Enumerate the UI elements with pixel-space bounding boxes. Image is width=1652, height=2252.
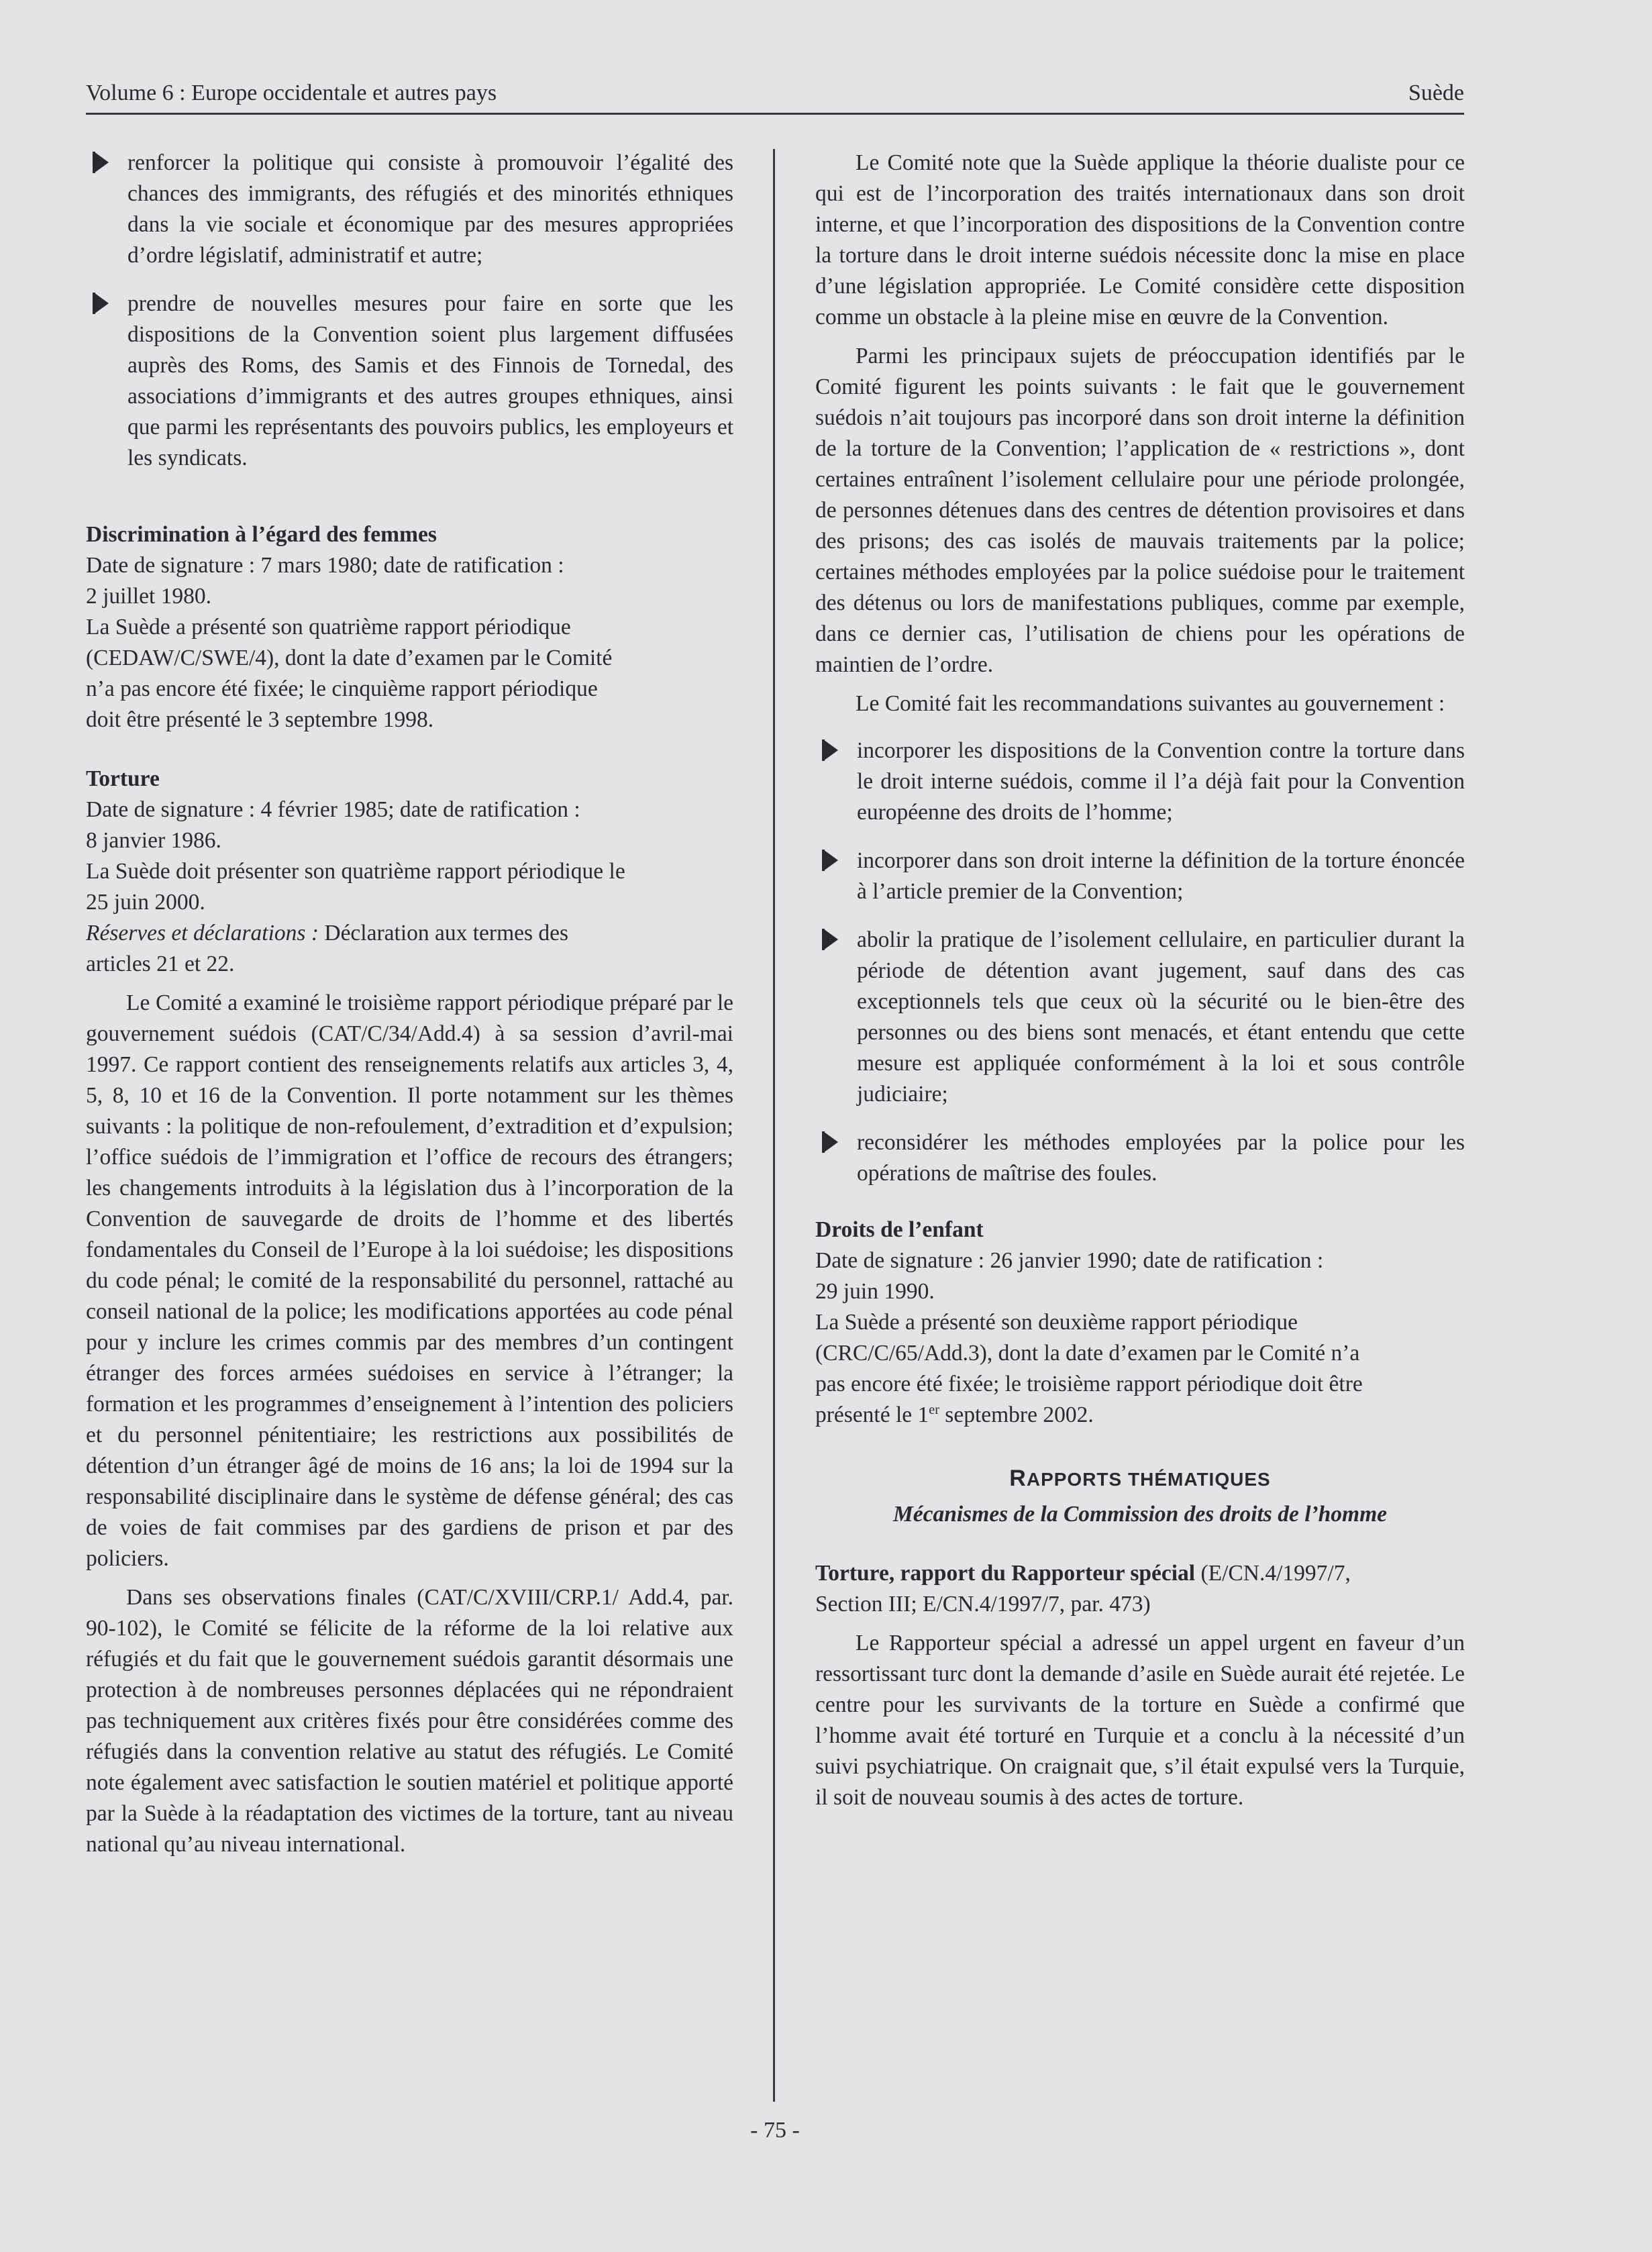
info-line: (CEDAW/C/SWE/4), dont la date d’examen par le Comité — [86, 646, 613, 670]
info-line: doit être présenté le 3 septembre 1998. — [86, 707, 434, 732]
body-paragraph: Le Rapporteur spécial a adressé un appel urgent en faveur d’un ressortissant turc dont la demande d’asile en Suède aurait été rejetée. Le centre pour les survivants de la torture en Suède a confirmé que l’homme avait été torturé en Turquie et a conclu à la nécessité d’un suivi psychiatrique. On craignait que, s’il était expulsé vers la Turquie, il soit de nouveau soumis à des actes de torture. — [815, 1631, 1465, 1810]
bullet-item — [815, 925, 1465, 1110]
running-header — [86, 72, 1464, 115]
reserves-text: Déclaration aux termes des — [319, 921, 569, 945]
bullet-item — [86, 289, 733, 474]
info-line-last: présenté le 1er septembre 2002. — [815, 1402, 1094, 1427]
bullet-arrow-icon — [94, 293, 109, 314]
page-number: - 75 - — [750, 2118, 800, 2143]
bullet-text: prendre de nouvelles mesures pour faire en sorte que les dispositions de la Convention soient plus largement diffusées auprès des Roms, des Samis et des Finnois de Tornedal, des associations d’immigrants et des autres groupes ethniques, ainsi que parmi les représentants des pouvoirs publics, les employeurs et les syndicats. — [127, 291, 733, 470]
torture-info — [86, 795, 733, 980]
bullet-arrow-icon — [94, 152, 109, 173]
info-line: La Suède doit présenter son quatrième rapport périodique le — [86, 859, 625, 884]
info-line: (CRC/C/65/Add.3), dont la date d’examen par le Comité n’a — [815, 1341, 1360, 1366]
info-line: Date de signature : 26 janvier 1990; date de ratification : — [815, 1248, 1324, 1273]
bullet-arrow-icon — [823, 929, 838, 950]
info-line: La Suède a présenté son quatrième rapport périodique — [86, 615, 571, 639]
women-info — [86, 550, 733, 735]
info-line: n’a pas encore été fixée; le cinquième rapport périodique — [86, 676, 598, 701]
info-line: Date de signature : 4 février 1985; date de ratification : — [86, 797, 580, 822]
bullet-text: renforcer la politique qui consiste à promouvoir l’égalité des chances des immigrants, des réfugiés et des minorités ethniques dans la vie sociale et économique par des mesures appropriées d’ordre législatif, administratif et autre; — [127, 150, 733, 268]
section-reference: Section III; E/CN.4/1997/7, par. 473) — [815, 1592, 1151, 1617]
info-line: La Suède a présenté son deuxième rapport périodique — [815, 1310, 1298, 1335]
header-country: Suède — [1408, 81, 1464, 105]
body-paragraph: Le Comité fait les recommandations suivantes au gouvernement : — [856, 691, 1445, 716]
section-heading-rapporteur: Torture, rapport du Rapporteur spécial (E/CN.4/1997/7, — [815, 1561, 1351, 1586]
bullet-text: reconsidérer les méthodes employées par la police pour les opérations de maîtrise des foules. — [857, 1130, 1465, 1186]
bullet-item — [815, 846, 1465, 907]
info-line: articles 21 et 22. — [86, 952, 235, 976]
body-paragraph: Dans ses observations finales (CAT/C/XVIII/CRP.1/ Add.4, par. 90-102), le Comité se félicite de la réforme de la loi relative aux réfugiés et du fait que le gouvernement suédois garantit désormais une protection à de nombreuses personnes déplacées qui ne répondraient pas techniquement aux critères fixés pour être considérées comme des réfugiés dans la convention relative au statut des réfugiés. Le Comité note également avec satisfaction le soutien matériel et politique apporté par la Suède à la réadaptation des victimes de la torture, tant au niveau national qu’au niveau international. — [86, 1585, 733, 1857]
body-paragraph: Le Comité note que la Suède applique la théorie dualiste pour ce qui est de l’incorporation des traités internationaux dans son droit interne, et que l’incorporation des dispositions de la Convention contre la torture dans le droit interne suédois nécessite donc la mise en place d’une législation appropriée. Le Comité considère cette disposition comme un obstacle à la pleine mise en œuvre de la Convention. — [815, 150, 1465, 329]
reserves-label: Réserves et déclarations : — [86, 921, 319, 945]
info-line: 29 juin 1990. — [815, 1279, 935, 1304]
info-line: pas encore été fixée; le troisième rapport périodique doit être — [815, 1372, 1363, 1396]
thematic-subtitle: Mécanismes de la Commission des droits de l’homme — [892, 1502, 1388, 1527]
bullet-text: incorporer les dispositions de la Convention contre la torture dans le droit interne suédois, comme il l’a déjà fait pour la Convention européenne des droits de l’homme; — [857, 738, 1465, 825]
bullet-arrow-icon — [823, 1131, 838, 1153]
child-info — [815, 1245, 1465, 1431]
section-heading-women: Discrimination à l’égard des femmes — [86, 522, 437, 547]
bullet-item — [815, 735, 1465, 828]
info-line: Date de signature : 7 mars 1980; date de ratification : — [86, 553, 564, 578]
info-line: 8 janvier 1986. — [86, 828, 221, 853]
header-volume-title: Volume 6 : Europe occidentale et autres pays — [86, 81, 497, 105]
bullet-text: incorporer dans son droit interne la définition de la torture énoncée à l’article premier de la Convention; — [857, 848, 1465, 904]
info-line: 2 juillet 1980. — [86, 584, 212, 609]
body-paragraph: Parmi les principaux sujets de préoccupation identifiés par le Comité figurent les points suivants : le fait que le gouvernement suédois n’ait toujours pas incorporé dans son droit interne la définition de la torture de la Convention; l’application de « restrictions », dont certaines entraînent l’isolement cellulaire pour une période prolongée, de personnes détenues dans des centres de détention provisoires et dans des prisons; des cas isolés de mauvais traitements par la police; certaines méthodes employées par la police suédoise pour le traitement des détenus ou lors de manifestations publiques, comme par exemple, dans ce dernier cas, l’utilisation de chiens pour les opérations de maintien de l’ordre. — [815, 344, 1465, 677]
thematic-title: RAPPORTS THÉMATIQUES — [1009, 1466, 1271, 1491]
section-heading-torture: Torture — [86, 766, 160, 791]
section-heading-child: Droits de l’enfant — [815, 1217, 984, 1242]
info-line: 25 juin 2000. — [86, 890, 205, 915]
right-column — [815, 148, 1465, 1813]
body-paragraph: Le Comité a examiné le troisième rapport périodique préparé par le gouvernement suédois (CAT/C/34/Add.4) à sa session d’avril-mai 1997. Ce rapport contient des renseignements relatifs aux articles 3, 4, 5, 8, 10 et 16 de la Convention. Il porte notamment sur les thèmes suivants : la politique de non-refoulement, d’extradition et d’expulsion; l’office suédois de l’immigration et l’office de recours des étrangers; les changements introduits à la législation dus à l’incorporation de la Convention de sauvegarde de droits de l’homme et des libertés fondamentales du Conseil de l’Europe à la loi suédoise; les dispositions du code pénal; le comité de la responsabilité du personnel, rattaché au conseil national de la police; les modifications apportées au code pénal pour y inclure les crimes commis par des membres d’un contingent étranger des forces armées suédoises en service à l’étranger; la formation et les programmes d’enseignement à l’intention des policiers et du personnel pénitentiaire; les restrictions aux possibilités de détention d’un étranger âgé de moins de 16 ans; la loi de 1994 sur la responsabilité disciplinaire dans le système de défense général; des cas de voies de fait commises par des gardiens de prison et par des policiers. — [86, 990, 733, 1571]
bullet-arrow-icon — [823, 739, 838, 761]
left-column — [86, 148, 733, 1860]
bullet-arrow-icon — [823, 850, 838, 871]
reserves-line — [86, 918, 733, 949]
bullet-item — [86, 148, 733, 271]
bullet-text: abolir la pratique de l’isolement cellulaire, en particulier durant la période de détention avant jugement, sauf dans des cas exceptionnels tels que ceux où la sécurité ou le bien-être des personnes ou des biens sont menacés, et étant entendu que cette mesure est appliquée conformément à la loi et sous contrôle judiciaire; — [857, 927, 1465, 1107]
column-divider — [773, 149, 775, 2102]
bullet-item — [815, 1127, 1465, 1189]
